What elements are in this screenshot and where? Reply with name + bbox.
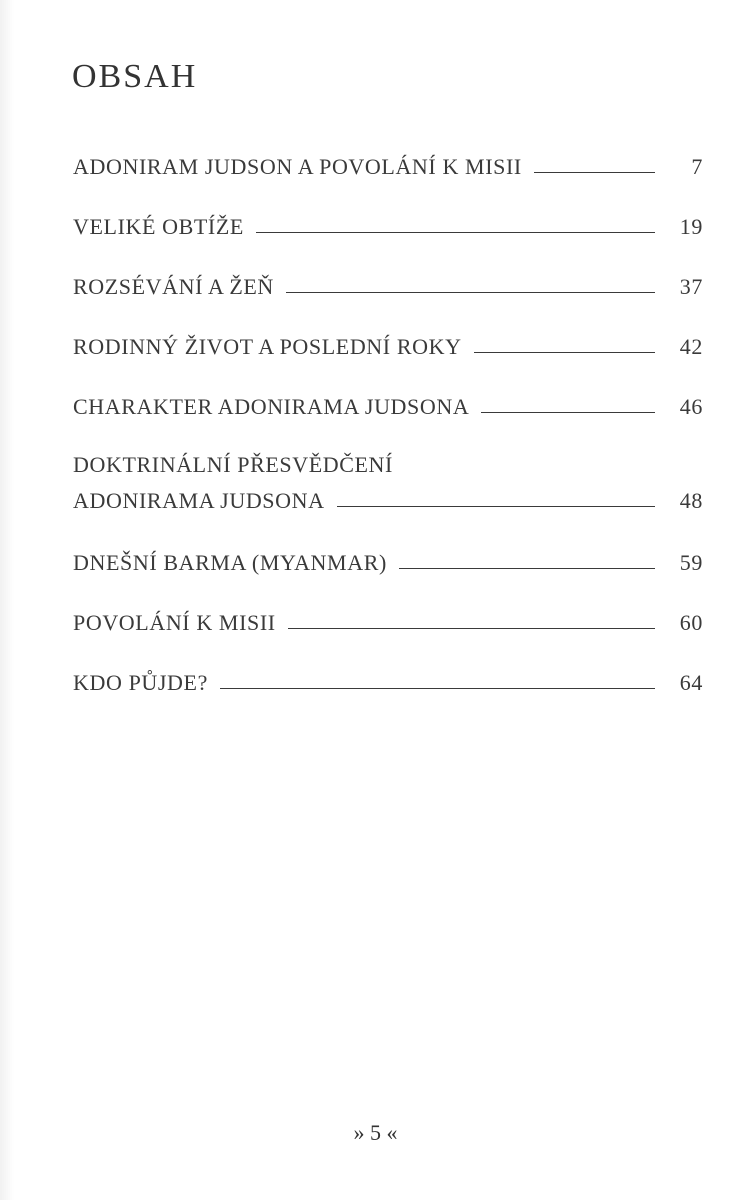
toc-entry [73,536,703,576]
toc-entry-page: 37 [679,274,703,299]
toc-leader-line [286,292,655,293]
toc-entry [73,320,703,360]
toc-leader-line [288,628,655,629]
toc-entry-title: POVOLÁNÍ K MISII [73,610,276,635]
toc-leader-line [337,506,655,507]
toc-entry-title-line1: DOKTRINÁLNÍ PŘESVĚDČENÍ [73,452,393,477]
toc-entry-title: RODINNÝ ŽIVOT A POSLEDNÍ ROKY [73,334,462,359]
toc-leader-line [474,352,655,353]
footer-page-number: » 5 « [353,1120,398,1145]
toc-entry [73,200,703,240]
toc-entry [73,380,703,420]
toc-entry-title: KDO PŮJDE? [73,670,208,695]
page-title: OBSAH [72,58,198,95]
toc-entry [73,656,703,696]
toc-entry [73,438,703,514]
toc-entry-page: 59 [679,550,703,575]
toc-entry-page: 7 [691,154,703,179]
toc-leader-line [256,232,655,233]
toc-leader-line [220,688,655,689]
toc-entry-title: DNEŠNÍ BARMA (MYANMAR) [73,550,387,575]
table-of-contents [73,140,703,696]
toc-entry-title: ROZSÉVÁNÍ A ŽEŇ [73,274,274,299]
toc-entry [73,596,703,636]
toc-entry-page: 46 [679,394,703,419]
page-edge-shadow [0,0,14,1200]
toc-entry-title: ADONIRAMA JUDSONA [73,488,325,513]
toc-entry-title: ADONIRAM JUDSON A POVOLÁNÍ K MISII [73,154,522,179]
toc-leader-line [399,568,655,569]
toc-entry-title: VELIKÉ OBTÍŽE [73,214,244,239]
toc-leader-line [534,172,655,173]
toc-entry-page: 60 [679,610,703,635]
toc-entry [73,140,703,180]
toc-entry-title: CHARAKTER ADONIRAMA JUDSONA [73,394,470,419]
toc-entry-page: 64 [679,670,703,695]
toc-entry [73,260,703,300]
toc-entry-page: 42 [679,334,703,359]
toc-leader-line [481,412,655,413]
toc-entry-page: 19 [679,214,703,239]
toc-entry-page: 48 [679,488,703,513]
